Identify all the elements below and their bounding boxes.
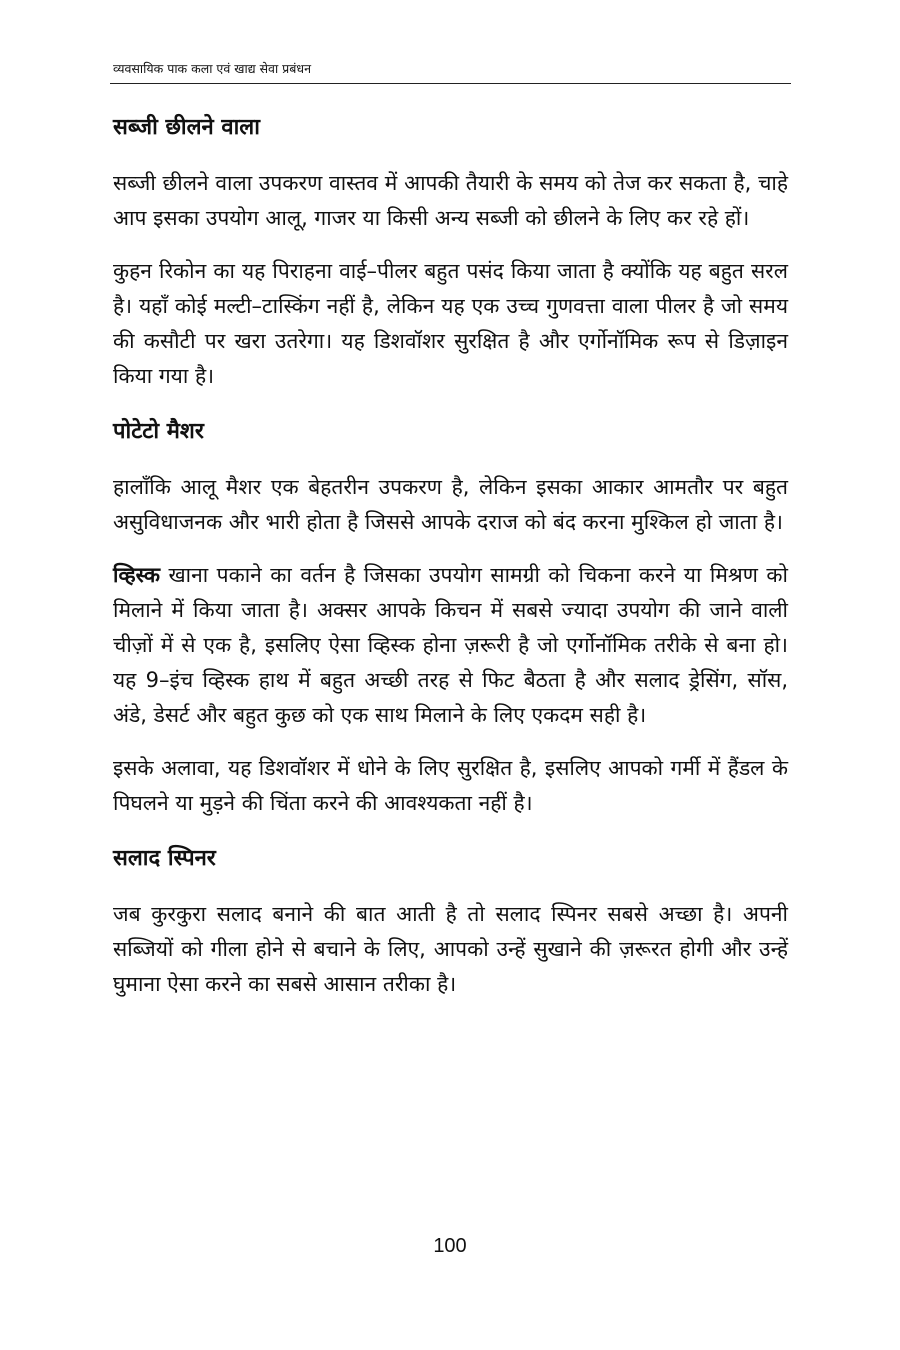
- paragraph-masher-intro: हालाँकि आलू मैशर एक बेहतरीन उपकरण है, लेकिन इसका आकार आमतौर पर बहुत असुविधाजनक और भारी होता है जिससे आपके दराज को बंद करना मुश्किल हो जाता है।: [113, 475, 788, 534]
- paragraph-whisk-dishwasher: इसके अलावा, यह डिशवॉशर में धोने के लिए सुरक्षित है, इसलिए आपको गर्मी में हैंडल के पिघलने या मुड़ने की चिंता करने की आवश्यकता नहीं है।: [113, 756, 788, 815]
- section-heading-peeler: सब्जी छीलने वाला: [113, 115, 260, 140]
- paragraph-whisk: [113, 558, 788, 733]
- paragraph-peeler-intro: सब्जी छीलने वाला उपकरण वास्तव में आपकी तैयारी के समय को तेज कर सकता है, चाहे आप इसका उपयोग आलू, गाजर या किसी अन्य सब्जी को छीलने के लिए कर रहे हों।: [113, 171, 788, 230]
- whisk-term: व्हिस्क: [113, 563, 160, 587]
- page-content: [113, 108, 788, 1002]
- paragraph-spinner: जब कुरकुरा सलाद बनाने की बात आती है तो सलाद स्पिनर सबसे अच्छा है। अपनी सब्जियों को गीला होने से बचाने के लिए, आपको उन्हें सुखाने की ज़रूरत होगी और उन्हें घुमाना ऐसा करने का सबसे आसान तरीका है।: [113, 902, 788, 996]
- section-heading-spinner: सलाद स्पिनर: [113, 846, 216, 871]
- header-divider: [110, 83, 791, 84]
- section-heading-masher: पोटेटो मैशर: [113, 419, 204, 444]
- whisk-description: खाना पकाने का वर्तन है जिसका उपयोग सामग्री को चिकना करने या मिश्रण को मिलाने में किया जाता है। अक्सर आपके किचन में सबसे ज्यादा उपयोग की जाने वाली चीज़ों में से एक है, इसलिए ऐसा व्हिस्क होना ज़रूरी है जो एर्गोनॉमिक तरीके से बना हो। यह 9–इंच व्हिस्क हाथ में बहुत अच्छी तरह से फिट बैठता है और सलाद ड्रेसिंग, सॉस, अंडे, डेसर्ट और बहुत कुछ को एक साथ मिलाने के लिए एकदम सही है।: [113, 563, 788, 727]
- paragraph-peeler-detail: कुहन रिकोन का यह पिराहना वाई–पीलर बहुत पसंद किया जाता है क्योंकि यह बहुत सरल है। यहाँ कोई मल्टी–टास्किंग नहीं है, लेकिन यह एक उच्च गुणवत्ता वाला पीलर है जो समय की कसौटी पर खरा उतरेगा। यह डिशवॉशर सुरक्षित है और एर्गोनॉमिक रूप से डिज़ाइन किया गया है।: [113, 259, 788, 388]
- running-header: व्यवसायिक पाक कला एवं खाद्य सेवा प्रबंधन: [113, 61, 312, 76]
- page-number: 100: [433, 1235, 467, 1257]
